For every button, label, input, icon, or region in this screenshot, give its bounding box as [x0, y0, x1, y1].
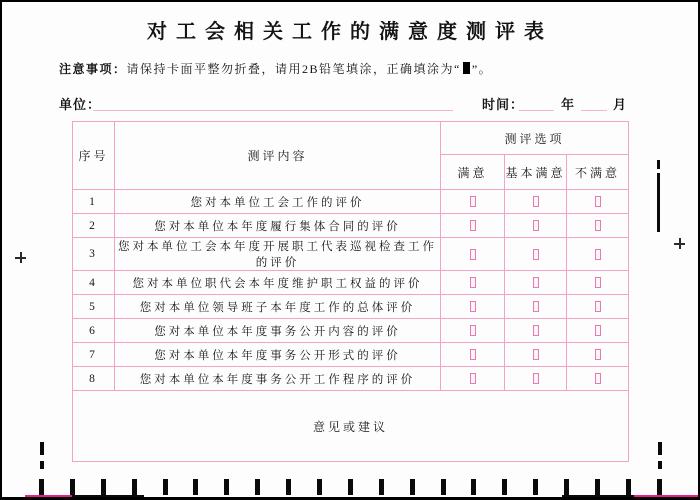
year-input-line[interactable]: [519, 110, 554, 111]
row-number-cell: 2: [73, 214, 115, 238]
registration-plus-left-icon: [15, 252, 26, 263]
filled-mark-example: [463, 62, 470, 74]
row-content-cell: 您对本单位本年度事务公开工作程序的评价: [115, 367, 441, 391]
option-cell-satisfied: [441, 271, 505, 295]
omr-bubble-unsatisfied[interactable]: [595, 220, 601, 231]
corner-mark-bottom-right: [658, 442, 662, 455]
omr-bubble-satisfied[interactable]: [470, 249, 476, 260]
timing-mark: [595, 479, 600, 495]
form-fields-row: [2, 94, 698, 112]
timing-mark: [132, 479, 137, 495]
row-content-cell: 您对本单位工会本年度开展职工代表巡视检查工作的评价: [115, 238, 441, 271]
row-content-cell: 您对本单位本年度履行集体合同的评价: [115, 214, 441, 238]
option-cell-unsatisfied: [567, 271, 629, 295]
corner-dash-bottom-right: [658, 461, 662, 469]
month-input-line[interactable]: [581, 110, 607, 111]
timing-mark: [317, 479, 322, 495]
option-cell-basically-satisfied: [505, 295, 567, 319]
timing-mark: [626, 479, 631, 495]
corner-mark-bottom-left: [40, 442, 44, 455]
notice-quote-open: “: [454, 62, 461, 76]
timing-mark: [564, 479, 569, 495]
row-content-cell: 您对本单位职代会本年度维护职工权益的评价: [115, 271, 441, 295]
omr-bubble-unsatisfied[interactable]: [595, 349, 601, 360]
header-option-unsatisfied: 不满意: [567, 155, 629, 190]
omr-bubble-satisfied[interactable]: [470, 277, 476, 288]
registration-dash-right: [657, 160, 660, 169]
table-row: [73, 343, 629, 367]
option-cell-satisfied: [441, 367, 505, 391]
table-row: [73, 214, 629, 238]
option-cell-basically-satisfied: [505, 319, 567, 343]
timing-mark: [193, 479, 198, 495]
option-cell-basically-satisfied: [505, 343, 567, 367]
timing-mark: [502, 479, 507, 495]
timing-mark: [163, 479, 168, 495]
timing-mark: [39, 479, 44, 495]
omr-bubble-satisfied[interactable]: [470, 196, 476, 207]
edge-strip-pink-right: [634, 495, 698, 499]
unit-input-line[interactable]: [93, 110, 453, 111]
omr-bubble-unsatisfied[interactable]: [595, 301, 601, 312]
page-title: 对工会相关工作的满意度测评表: [147, 21, 553, 43]
notice-quote-close: ”。: [471, 62, 493, 76]
timing-mark: [224, 479, 229, 495]
timing-mark: [255, 479, 260, 495]
row-number-cell: 5: [73, 295, 115, 319]
option-cell-unsatisfied: [567, 295, 629, 319]
omr-bubble-satisfied[interactable]: [470, 220, 476, 231]
omr-bubble-unsatisfied[interactable]: [595, 325, 601, 336]
table-row: [73, 367, 629, 391]
header-option-satisfied: 满意: [441, 155, 505, 190]
omr-bubble-basically-satisfied[interactable]: [533, 277, 539, 288]
option-cell-unsatisfied: [567, 214, 629, 238]
option-cell-unsatisfied: [567, 238, 629, 271]
omr-bubble-satisfied[interactable]: [470, 301, 476, 312]
timing-mark: [410, 479, 415, 495]
omr-bubble-basically-satisfied[interactable]: [533, 220, 539, 231]
evaluation-table: [72, 121, 629, 462]
timing-mark: [286, 479, 291, 495]
unit-label: 单位：: [59, 97, 102, 112]
notice-text: 请保持卡面平整勿折叠，请用2B铅笔填涂，正确填涂为: [126, 62, 455, 76]
option-cell-unsatisfied: [567, 319, 629, 343]
omr-bubble-unsatisfied[interactable]: [595, 196, 601, 207]
row-content-cell: 您对本单位本年度事务公开形式的评价: [115, 343, 441, 367]
timing-marks-row: [39, 479, 662, 495]
option-cell-basically-satisfied: [505, 190, 567, 214]
timing-mark: [441, 479, 446, 495]
timing-mark: [348, 479, 353, 495]
timing-mark: [471, 479, 476, 495]
omr-bubble-basically-satisfied[interactable]: [533, 196, 539, 207]
row-content-cell: 您对本单位领导班子本年度工作的总体评价: [115, 295, 441, 319]
row-number-cell: 3: [73, 238, 115, 271]
omr-bubble-unsatisfied[interactable]: [595, 277, 601, 288]
table-row: [73, 238, 629, 271]
corner-dash-bottom-left: [40, 461, 44, 469]
omr-bubble-satisfied[interactable]: [470, 349, 476, 360]
row-number-cell: 6: [73, 319, 115, 343]
edge-strip-pink-left: [25, 495, 72, 499]
option-cell-basically-satisfied: [505, 238, 567, 271]
option-cell-basically-satisfied: [505, 367, 567, 391]
omr-bubble-unsatisfied[interactable]: [595, 249, 601, 260]
row-number-cell: 7: [73, 343, 115, 367]
notice-label: 注意事项：: [59, 62, 127, 76]
notice-line: [59, 60, 492, 77]
omr-bubble-basically-satisfied[interactable]: [533, 373, 539, 384]
table-row: [73, 190, 629, 214]
option-cell-satisfied: [441, 190, 505, 214]
row-content-cell: 您对本单位工会工作的评价: [115, 190, 441, 214]
omr-bubble-satisfied[interactable]: [470, 373, 476, 384]
time-label: 时间：: [482, 97, 525, 112]
month-label: 月: [613, 97, 628, 112]
omr-bubble-basically-satisfied[interactable]: [533, 325, 539, 336]
edge-strip-black-right: [562, 495, 634, 499]
option-cell-basically-satisfied: [505, 271, 567, 295]
omr-bubble-basically-satisfied[interactable]: [533, 249, 539, 260]
omr-bubble-basically-satisfied[interactable]: [533, 349, 539, 360]
timing-mark: [379, 479, 384, 495]
row-number-cell: 4: [73, 271, 115, 295]
option-cell-satisfied: [441, 319, 505, 343]
registration-plus-right-icon: [674, 238, 685, 249]
year-label: 年: [561, 97, 576, 112]
option-cell-unsatisfied: [567, 367, 629, 391]
timing-mark: [533, 479, 538, 495]
option-cell-satisfied: [441, 214, 505, 238]
table-row: [73, 319, 629, 343]
timing-mark: [70, 479, 75, 495]
header-content-cell: 测评内容: [115, 122, 441, 190]
row-number-cell: 1: [73, 190, 115, 214]
timing-mark: [101, 479, 106, 495]
row-content-cell: 您对本单位本年度事务公开内容的评价: [115, 319, 441, 343]
option-cell-unsatisfied: [567, 190, 629, 214]
timing-mark: [657, 479, 662, 495]
edge-strip-black-left: [72, 495, 144, 499]
row-number-cell: 8: [73, 367, 115, 391]
suggestions-label: 意见或建议: [313, 419, 389, 434]
header-options-group-cell: 测评选项: [441, 122, 629, 155]
option-cell-basically-satisfied: [505, 214, 567, 238]
table-row: [73, 271, 629, 295]
header-option-basically-satisfied: 基本满意: [505, 155, 567, 190]
omr-bubble-basically-satisfied[interactable]: [533, 301, 539, 312]
option-cell-satisfied: [441, 343, 505, 367]
option-cell-unsatisfied: [567, 343, 629, 367]
option-cell-satisfied: [441, 295, 505, 319]
suggestions-cell[interactable]: [73, 391, 629, 462]
table-row: [73, 295, 629, 319]
header-index-cell: 序号: [73, 122, 115, 190]
option-cell-satisfied: [441, 238, 505, 271]
registration-line-right: [657, 173, 660, 232]
omr-bubble-unsatisfied[interactable]: [595, 373, 601, 384]
omr-bubble-satisfied[interactable]: [470, 325, 476, 336]
